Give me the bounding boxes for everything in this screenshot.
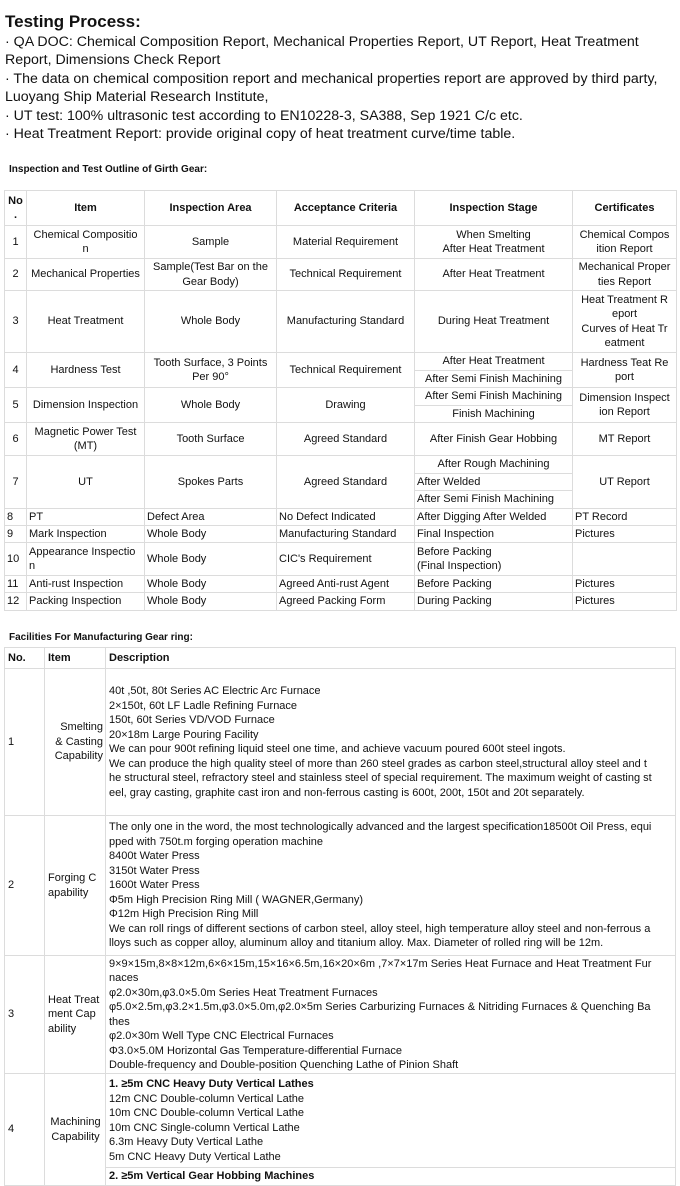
- cell-description: [106, 816, 676, 956]
- cell-no: 3: [5, 956, 45, 1074]
- cell-certificates: Heat Treatment R eport Curves of Heat Tr eatment: [573, 291, 677, 353]
- table-row: [5, 543, 677, 576]
- description-line: 6.3m Heavy Duty Vertical Lathe: [109, 1136, 264, 1148]
- intro-line: · The data on chemical composition report and mechanical properties report are approved by third party,: [5, 70, 658, 87]
- table-row: [5, 456, 677, 474]
- description-line: 10m CNC Single-column Vertical Lathe: [109, 1121, 300, 1134]
- cell-acceptance-criteria: Manufacturing Standard: [277, 291, 415, 353]
- description-line: 8400t Water Press: [109, 850, 200, 863]
- cell-inspection-stage: After Welded: [415, 474, 573, 491]
- cell-item: Heat Treat ment Cap ability: [45, 956, 106, 1074]
- cell-no: 12: [5, 593, 27, 611]
- cell-item: Mark Inspection: [27, 526, 145, 543]
- cell-acceptance-criteria: No Defect Indicated: [277, 509, 415, 526]
- cell-item: Appearance Inspectio n: [27, 543, 145, 576]
- description-line: Φ12m High Precision Ring Mill: [109, 908, 259, 921]
- cell-no: 1: [5, 226, 27, 259]
- cell-item: PT: [27, 509, 145, 526]
- cell-item: Smelting & Casting Capability: [45, 669, 106, 816]
- cell-inspection-stage: Before Packing (Final Inspection): [415, 543, 573, 576]
- cell-acceptance-criteria: Agreed Standard: [277, 423, 415, 456]
- column-header: Certificates: [573, 191, 677, 226]
- table-row: [5, 816, 676, 956]
- cell-certificates: [573, 543, 677, 576]
- table-row: [5, 259, 677, 291]
- description-line: 12m CNC Double-column Vertical Lathe: [109, 1092, 305, 1105]
- description-line: pped with 750t.m forging operation machine: [109, 835, 324, 848]
- column-header: Inspection Stage: [415, 191, 573, 226]
- table-row: [5, 1074, 676, 1168]
- inspection-table: [4, 190, 677, 611]
- table-row: [5, 509, 677, 526]
- cell-acceptance-criteria: Technical Requirement: [277, 353, 415, 388]
- cell-acceptance-criteria: Agreed Anti-rust Agent: [277, 576, 415, 593]
- cell-inspection-area: Whole Body: [145, 576, 277, 593]
- description-line: 150t, 60t Series VD/VOD Furnace: [109, 714, 275, 726]
- column-header: Description: [106, 648, 676, 669]
- cell-no: 3: [5, 291, 27, 353]
- cell-certificates: Pictures: [573, 526, 677, 543]
- cell-no: 5: [5, 388, 27, 423]
- table-row: [5, 353, 677, 371]
- intro-line: · UT test: 100% ultrasonic test according to EN10228-3, SA388, Sep 1921 C/c etc.: [5, 107, 523, 124]
- description-line: 3150t Water Press: [109, 864, 200, 877]
- section-title: Testing Process:: [5, 12, 141, 31]
- cell-item: Forging C apability: [45, 816, 106, 956]
- intro-line: · QA DOC: Chemical Composition Report, Mechanical Properties Report, UT Report, Heat Treatment: [5, 34, 639, 50]
- cell-inspection-area: Whole Body: [145, 291, 277, 353]
- cell-no: 10: [5, 543, 27, 576]
- cell-certificates: Pictures: [573, 576, 677, 593]
- table-row: [5, 226, 677, 259]
- table-row: [5, 956, 676, 1074]
- cell-inspection-stage: After Semi Finish Machining: [415, 388, 573, 406]
- description-line: 20×18m Large Pouring Facility: [109, 728, 259, 741]
- cell-item: Heat Treatment: [27, 291, 145, 353]
- description-line: 5m CNC Heavy Duty Vertical Lathe: [109, 1150, 281, 1163]
- cell-inspection-stage: After Semi Finish Machining: [415, 371, 573, 388]
- cell-inspection-stage: After Finish Gear Hobbing: [415, 423, 573, 456]
- description-line: φ5.0×2.5m,φ3.2×1.5m,φ3.0×5.0m,φ2.0×5m Series Carburizing Furnaces & Nitriding Furnaces & Quenching Ba: [109, 1001, 651, 1013]
- description-line: The only one in the word, the most technologically advanced and the largest specification18500t Oil Press, equi: [109, 821, 652, 834]
- description-heading: 2. ≥5m Vertical Gear Hobbing Machines: [109, 1170, 315, 1183]
- description-line: We can pour 900t refining liquid steel one time, and achieve vacuum poured 600t steel ingots.: [109, 743, 566, 755]
- description-line: 10m CNC Double-column Vertical Lathe: [109, 1107, 305, 1119]
- cell-inspection-stage: After Digging After Welded: [415, 509, 573, 526]
- table-row: [5, 423, 677, 456]
- cell-acceptance-criteria: Agreed Packing Form: [277, 593, 415, 611]
- description-line: thes: [109, 1015, 130, 1028]
- description-line: lloys such as copper alloy, aluminum alloy and titanium alloy. Max. Diameter of rolled ring will be 12m.: [109, 937, 604, 950]
- cell-item: Dimension Inspection: [27, 388, 145, 423]
- description-line: Φ3.0×5.0M Horizontal Gas Temperature-differential Furnace: [109, 1044, 402, 1057]
- table-row: [5, 1168, 676, 1186]
- cell-certificates: Pictures: [573, 593, 677, 611]
- cell-item: Machining Capability: [45, 1074, 106, 1186]
- intro-line: · Heat Treatment Report: provide original copy of heat treatment curve/time table.: [5, 126, 516, 143]
- table-row: [5, 526, 677, 543]
- cell-certificates: Dimension Inspect ion Report: [573, 388, 677, 423]
- cell-certificates: UT Report: [573, 456, 677, 509]
- cell-certificates: MT Report: [573, 423, 677, 456]
- cell-inspection-area: Whole Body: [145, 526, 277, 543]
- table-header-row: [5, 648, 676, 669]
- cell-no: 11: [5, 576, 27, 593]
- cell-no: 8: [5, 509, 27, 526]
- cell-acceptance-criteria: Manufacturing Standard: [277, 526, 415, 543]
- cell-inspection-stage: When Smelting After Heat Treatment: [415, 226, 573, 259]
- cell-inspection-area: Whole Body: [145, 388, 277, 423]
- cell-no: 2: [5, 259, 27, 291]
- cell-no: 9: [5, 526, 27, 543]
- description-line: he structural steel, refractory steel and stainless steel of special requirement. The maximum weight of casting st: [109, 772, 652, 784]
- description-line: 40t ,50t, 80t Series AC Electric Arc Furnace: [109, 685, 321, 697]
- cell-inspection-stage: Before Packing: [415, 576, 573, 593]
- description-line: 1600t Water Press: [109, 879, 200, 892]
- cell-acceptance-criteria: Technical Requirement: [277, 259, 415, 291]
- cell-no: 1: [5, 669, 45, 816]
- cell-item: Chemical Compositio n: [27, 226, 145, 259]
- table-row: [5, 291, 677, 353]
- cell-certificates: Chemical Compos ition Report: [573, 226, 677, 259]
- cell-inspection-area: Sample: [145, 226, 277, 259]
- cell-no: 6: [5, 423, 27, 456]
- cell-inspection-stage: During Heat Treatment: [415, 291, 573, 353]
- facilities-table: [4, 647, 676, 1186]
- description-line: φ2.0×30m Well Type CNC Electrical Furnaces: [109, 1030, 334, 1042]
- description-line: We can roll rings of different sections of carbon steel, alloy steel, high temperature alloy steel and non-ferrous a: [109, 922, 651, 935]
- cell-description: [106, 956, 676, 1074]
- cell-certificates: PT Record: [573, 509, 677, 526]
- cell-inspection-stage: Finish Machining: [415, 406, 573, 423]
- cell-acceptance-criteria: Material Requirement: [277, 226, 415, 259]
- description-line: 2×150t, 60t LF Ladle Refining Furnace: [109, 699, 298, 712]
- testing-process-section: [5, 12, 680, 143]
- column-header: No .: [5, 191, 27, 226]
- table-header-row: [5, 191, 677, 226]
- description-line: 9×9×15m,8×8×12m,6×6×15m,15×16×6.5m,16×20×6m ,7×7×17m Series Heat Furnace and Heat Treatment Fur: [109, 957, 652, 970]
- column-header: Acceptance Criteria: [277, 191, 415, 226]
- table-row: [5, 388, 677, 406]
- description-heading: 1. ≥5m CNC Heavy Duty Vertical Lathes: [109, 1078, 314, 1090]
- cell-inspection-stage: After Heat Treatment: [415, 259, 573, 291]
- table-row: [5, 576, 677, 593]
- facilities-caption: Facilities For Manufacturing Gear ring:: [9, 632, 193, 643]
- cell-inspection-area: Tooth Surface: [145, 423, 277, 456]
- description-line: We can produce the high quality steel of more than 260 steel grades as carbon steel,structural alloy steel and t: [109, 757, 647, 770]
- cell-inspection-area: Spokes Parts: [145, 456, 277, 509]
- cell-inspection-stage: After Heat Treatment: [415, 353, 573, 371]
- description-line: Φ5m High Precision Ring Mill ( WAGNER,Germany): [109, 893, 364, 906]
- cell-no: 2: [5, 816, 45, 956]
- description-line: φ2.0×30m,φ3.0×5.0m Series Heat Treatment Furnaces: [109, 986, 378, 999]
- cell-description: [106, 669, 676, 816]
- description-line: naces: [109, 972, 139, 984]
- cell-no: 7: [5, 456, 27, 509]
- cell-item: Packing Inspection: [27, 593, 145, 611]
- cell-description: [106, 1074, 676, 1168]
- table-row: [5, 593, 677, 611]
- cell-acceptance-criteria: Drawing: [277, 388, 415, 423]
- cell-inspection-area: Tooth Surface, 3 Points Per 90°: [145, 353, 277, 388]
- cell-item: UT: [27, 456, 145, 509]
- cell-inspection-stage: During Packing: [415, 593, 573, 611]
- cell-item: Anti-rust Inspection: [27, 576, 145, 593]
- cell-certificates: Hardness Teat Re port: [573, 353, 677, 388]
- cell-acceptance-criteria: Agreed Standard: [277, 456, 415, 509]
- cell-inspection-area: Whole Body: [145, 543, 277, 576]
- intro-line: Luoyang Ship Material Research Institute,: [5, 89, 269, 106]
- cell-no: 4: [5, 1074, 45, 1186]
- column-header: No.: [5, 648, 45, 669]
- inspection-caption: Inspection and Test Outline of Girth Gear:: [9, 164, 208, 175]
- cell-item: Mechanical Properties: [27, 259, 145, 291]
- cell-inspection-stage: After Semi Finish Machining: [415, 491, 573, 509]
- description-line: Double-frequency and Double-position Quenching Lathe of Pinion Shaft: [109, 1059, 459, 1071]
- column-header: Inspection Area: [145, 191, 277, 226]
- cell-description: [106, 1168, 676, 1186]
- cell-item: Hardness Test: [27, 353, 145, 388]
- cell-inspection-area: Sample(Test Bar on the Gear Body): [145, 259, 277, 291]
- cell-item: Magnetic Power Test (MT): [27, 423, 145, 456]
- description-line: eel, gray casting, graphite cast iron and non-ferrous casting is 600t, 200t, 150t and 20t separately.: [109, 786, 585, 799]
- table-row: [5, 669, 676, 816]
- column-header: Item: [45, 648, 106, 669]
- cell-inspection-stage: Final Inspection: [415, 526, 573, 543]
- cell-inspection-stage: After Rough Machining: [415, 456, 573, 474]
- cell-no: 4: [5, 353, 27, 388]
- cell-inspection-area: Whole Body: [145, 593, 277, 611]
- cell-acceptance-criteria: CIC's Requirement: [277, 543, 415, 576]
- column-header: Item: [27, 191, 145, 226]
- intro-line: Report, Dimensions Check Report: [5, 52, 221, 69]
- cell-certificates: Mechanical Proper ties Report: [573, 259, 677, 291]
- cell-inspection-area: Defect Area: [145, 509, 277, 526]
